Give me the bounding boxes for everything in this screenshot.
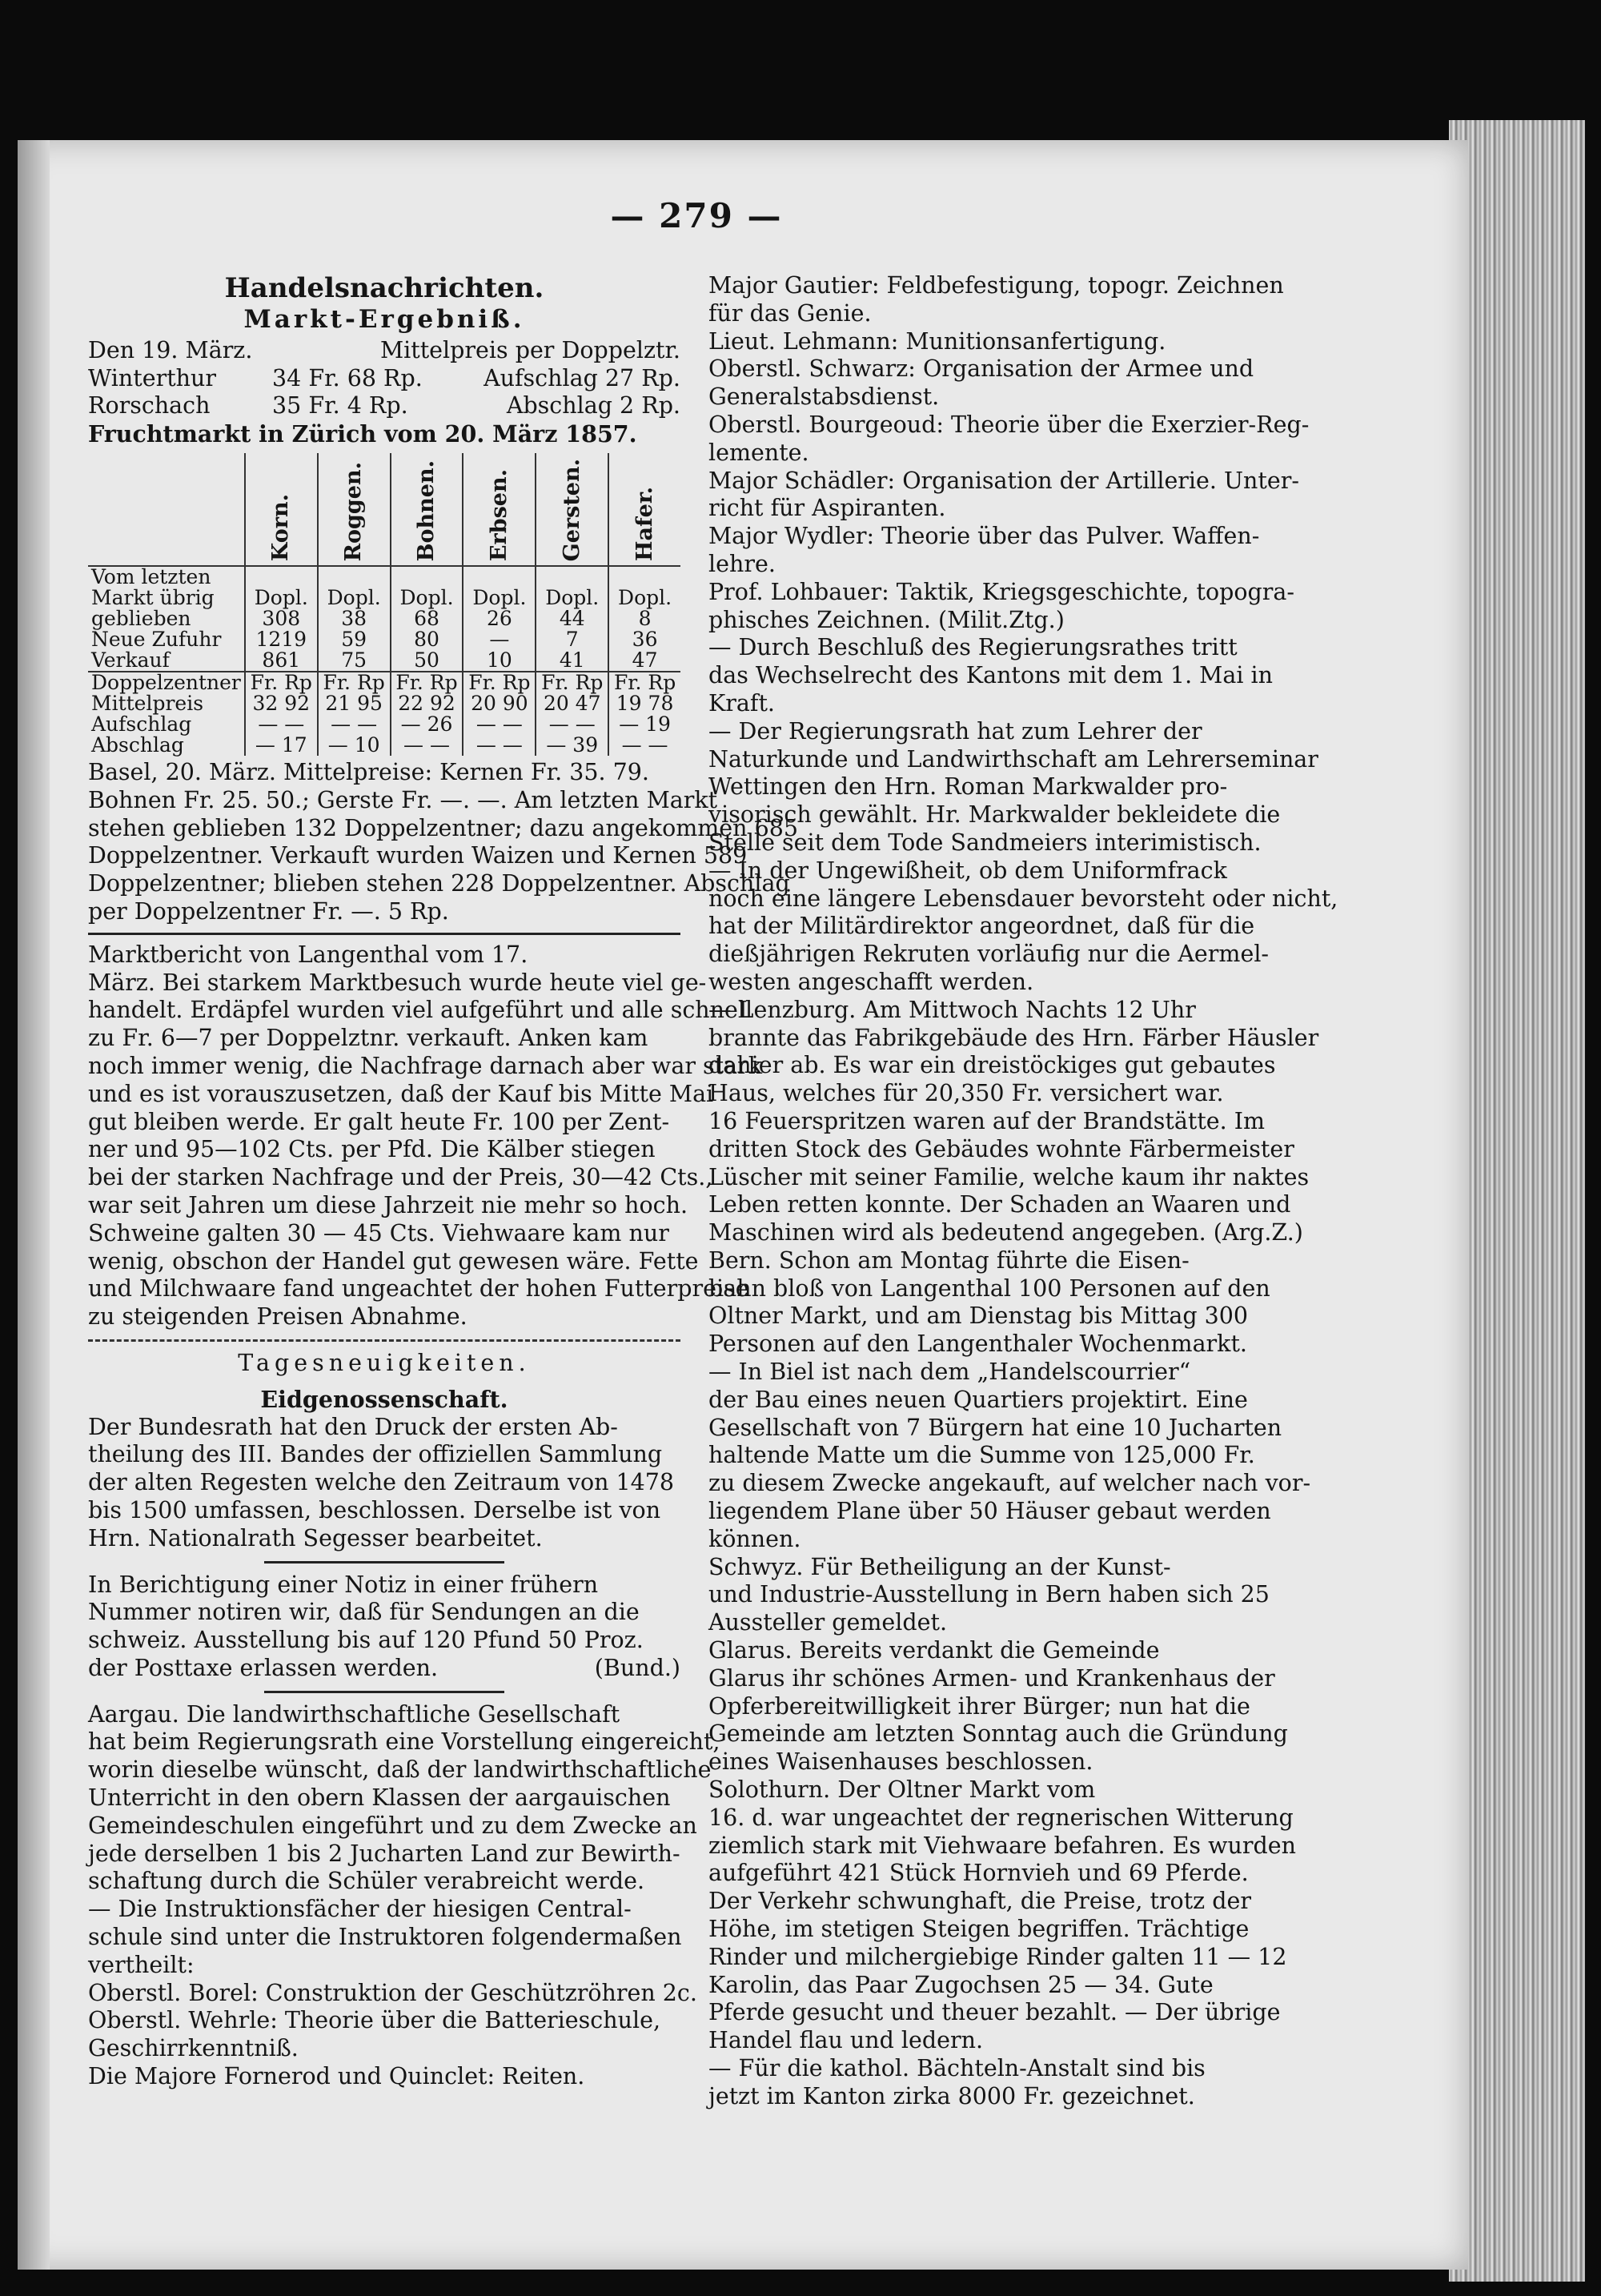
text-line: und es ist vorauszusetzen, daß der Kauf bis Mitte Mai bbox=[88, 1080, 714, 1107]
section-heading-handel: Handelsnachrichten. bbox=[224, 272, 544, 304]
basel-report bbox=[88, 758, 798, 926]
text-line: Gemeinde am letzten Sonntag auch die Gründung bbox=[708, 1720, 1288, 1748]
text-line: zu steigenden Preisen Abnahme. bbox=[88, 1303, 467, 1331]
table-row bbox=[88, 588, 680, 608]
text-line: war seit Jahren um diese Jahrzeit nie mehr so hoch. bbox=[88, 1191, 688, 1218]
table-row bbox=[88, 672, 680, 693]
text-line: handelt. Erdäpfel wurden viel aufgeführt und alle schnell bbox=[88, 997, 753, 1024]
table-row-label: Verkauf bbox=[91, 648, 170, 672]
divider bbox=[88, 933, 680, 935]
table-cell: 308 bbox=[245, 608, 318, 629]
eidgenossenschaft-heading: Eidgenossenschaft. bbox=[260, 1385, 508, 1413]
text-line: der Bau eines neuen Quartiers projektirt. Eine bbox=[708, 1386, 1248, 1413]
text-line: Handel flau und ledern. bbox=[708, 2027, 984, 2054]
text-line: Kraft. bbox=[708, 689, 775, 716]
table-cell bbox=[536, 566, 608, 588]
text-line: zu diesem Zwecke angekauft, auf welcher nach vor- bbox=[708, 1470, 1311, 1497]
text-line: Doppelzentner; blieben stehen 228 Doppelzentner. Abschlag bbox=[88, 870, 790, 897]
table-col-header: Erbsen. bbox=[463, 453, 536, 566]
table-cell: — — bbox=[608, 735, 680, 756]
langenthal-report bbox=[88, 941, 762, 1331]
text-line: Der Verkehr schwunghaft, die Preise, trotz der bbox=[708, 1888, 1251, 1915]
table-row bbox=[88, 629, 680, 650]
text-line: — In Biel ist nach dem „Handelscourrier“ bbox=[708, 1359, 1191, 1386]
table-cell: Fr. Rp bbox=[245, 672, 318, 693]
text-line: haltende Matte um die Summe von 125,000 Fr. bbox=[708, 1442, 1255, 1469]
table-cell: 7 bbox=[536, 629, 608, 650]
table-row-label: Vom letzten bbox=[91, 564, 211, 588]
text-line: westen angeschafft werden. bbox=[708, 968, 1034, 995]
text-line: März. Bei starkem Marktbesuch wurde heute viel ge- bbox=[88, 969, 707, 996]
table-cell: Fr. Rp bbox=[318, 672, 391, 693]
text-line: gut bleiben werde. Er galt heute Fr. 100 per Zent- bbox=[88, 1108, 670, 1135]
table-cell: — 17 bbox=[245, 735, 318, 756]
table-cell: 20 90 bbox=[463, 693, 536, 714]
table-row-label: Neue Zufuhr bbox=[91, 627, 222, 651]
text-line: bahn bloß von Langenthal 100 Personen auf den bbox=[708, 1274, 1270, 1302]
table-cell: 75 bbox=[318, 650, 391, 672]
table-cell: Fr. Rp bbox=[463, 672, 536, 693]
table-cell: — 19 bbox=[608, 714, 680, 735]
text-line: Geschirrkenntniß. bbox=[88, 2035, 299, 2062]
text-line: — Die Instruktionsfächer der hiesigen Central- bbox=[88, 1896, 632, 1923]
text-line: Pferde gesucht und theuer bezahlt. — Der übrige bbox=[708, 1999, 1281, 2026]
table-row-label: Aufschlag bbox=[91, 712, 192, 736]
table-cell: 19 78 bbox=[608, 693, 680, 714]
text-line: Lieut. Lehmann: Munitionsanfertigung. bbox=[708, 327, 1166, 355]
table-cell: Dopl. bbox=[318, 588, 391, 608]
table-cell: 20 47 bbox=[536, 693, 608, 714]
table-row bbox=[88, 714, 680, 735]
text-line: ner und 95—102 Cts. per Pfd. Die Kälber stiegen bbox=[88, 1136, 656, 1163]
text-line: lemente. bbox=[708, 439, 809, 466]
text-line: hat der Militärdirektor angeordnet, daß für die bbox=[708, 913, 1255, 940]
bundesrath-article bbox=[88, 1414, 680, 1553]
text-line: stehen geblieben 132 Doppelzentner; dazu angekommen 685 bbox=[88, 814, 798, 841]
table-cell: — — bbox=[391, 735, 463, 756]
text-line: visorisch gewählt. Hr. Markwalder bekleidete die bbox=[708, 801, 1281, 829]
text-line: jede derselben 1 bis 2 Jucharten Land zur Bewirth- bbox=[88, 1840, 680, 1867]
fruchtmarkt-title: Fruchtmarkt in Zürich vom 20. März 1857. bbox=[88, 420, 637, 448]
table-row-label: Markt übrig bbox=[91, 585, 215, 609]
table-cell: 861 bbox=[245, 650, 318, 672]
tagesneuigkeiten-heading: Tagesneuigkeiten. bbox=[238, 1349, 531, 1376]
table-cell bbox=[245, 566, 318, 588]
table-col-header: Hafer. bbox=[608, 453, 680, 566]
text-line: Oberstl. Borel: Construktion der Geschützröhren 2c. bbox=[88, 1979, 697, 2006]
text-line: Major Schädler: Organisation der Artillerie. Unter- bbox=[708, 467, 1299, 494]
divider bbox=[264, 1561, 504, 1563]
text-line: für das Genie. bbox=[708, 299, 872, 327]
table-cell: — — bbox=[463, 735, 536, 756]
table-row-label: Abschlag bbox=[91, 733, 184, 757]
text-line: schaftung durch die Schüler verabreicht werde. bbox=[88, 1868, 645, 1895]
table-row-label: geblieben bbox=[91, 606, 191, 630]
text-line: schule sind unter die Instruktoren folgendermaßen bbox=[88, 1924, 682, 1951]
text-line: — Für die kathol. Bächteln-Anstalt sind bis bbox=[708, 2055, 1206, 2081]
table-cell: 22 92 bbox=[391, 693, 463, 714]
text-line: Basel, 20. März. Mittelpreise: Kernen Fr. 35. 79. bbox=[88, 758, 649, 785]
text-line: schweiz. Ausstellung bis auf 120 Pfund 50 Proz. bbox=[88, 1627, 644, 1654]
text-line: Major Wydler: Theorie über das Pulver. Waffen- bbox=[708, 523, 1260, 550]
table-row bbox=[88, 693, 680, 714]
divider bbox=[264, 1691, 504, 1693]
text-line: — Der Regierungsrath hat zum Lehrer der bbox=[708, 717, 1202, 745]
table-cell: 26 bbox=[463, 608, 536, 629]
text-line: Glarus. Bereits verdankt die Gemeinde bbox=[708, 1637, 1160, 1664]
table-cell: Dopl. bbox=[463, 588, 536, 608]
table-cell bbox=[318, 566, 391, 588]
text-line: Maschinen wird als bedeutend angegeben. (Arg.Z.) bbox=[708, 1219, 1303, 1246]
text-line: Aargau. Die landwirthschaftliche Gesellschaft bbox=[88, 1700, 620, 1728]
text-line: noch eine längere Lebensdauer bevorsteht oder nicht, bbox=[708, 885, 1338, 912]
text-line: phisches Zeichnen. (Milit.Ztg.) bbox=[708, 606, 1065, 633]
text-line: ziemlich stark mit Viehwaare befahren. Es wurden bbox=[708, 1832, 1296, 1859]
text-line: Der Bundesrath hat den Druck der ersten Ab- bbox=[88, 1413, 618, 1440]
text-line: wenig, obschon der Handel gut gewesen wäre. Fette bbox=[88, 1247, 699, 1274]
text-line: Haus, welches für 20,350 Fr. versichert war. bbox=[708, 1080, 1224, 1107]
text-line: — Durch Beschluß des Regierungsrathes tritt bbox=[708, 634, 1238, 661]
table-row-label: Doppelzentner bbox=[88, 672, 245, 693]
text-line: lehre. bbox=[708, 550, 776, 577]
text-line: hat beim Regierungsrath eine Vorstellung eingereicht, bbox=[88, 1728, 720, 1756]
table-cell: 10 bbox=[463, 650, 536, 672]
text-line: noch immer wenig, die Nachfrage darnach aber war stark bbox=[88, 1052, 762, 1079]
table-cell: 32 92 bbox=[245, 693, 318, 714]
table-cell: 21 95 bbox=[318, 693, 391, 714]
text-line: Unterricht in den obern Klassen der aargauischen bbox=[88, 1784, 671, 1812]
table-col-header: Roggen. bbox=[318, 453, 391, 566]
text-line: Naturkunde und Landwirthschaft am Lehrerseminar bbox=[708, 745, 1318, 773]
table-row-label: Mittelpreis bbox=[91, 691, 204, 715]
market-row-rorschach: Rorschach 35 Fr. 4 Rp. Abschlag 2 Rp. bbox=[88, 392, 680, 419]
table-cell: Dopl. bbox=[245, 588, 318, 608]
table-cell: 68 bbox=[391, 608, 463, 629]
text-line: das Wechselrecht des Kantons mit dem 1. Mai in bbox=[708, 662, 1273, 689]
text-line: Lüscher mit seiner Familie, welche kaum ihr naktes bbox=[708, 1163, 1310, 1190]
table-cell: Fr. Rp bbox=[536, 672, 608, 693]
table-cell: 47 bbox=[608, 650, 680, 672]
table-cell: — — bbox=[536, 714, 608, 735]
text-line: und Milchwaare fand ungeachtet der hohen Futterpreise bbox=[88, 1275, 749, 1303]
text-line: richt für Aspiranten. bbox=[708, 495, 946, 522]
text-line: Schwyz. Für Betheiligung an der Kunst- bbox=[708, 1553, 1171, 1580]
table-col-header: Bohnen. bbox=[391, 453, 463, 566]
text-line: vertheilt: bbox=[88, 1951, 195, 1978]
text-line: können. bbox=[708, 1525, 801, 1552]
text-line: Generalstabsdienst. bbox=[708, 383, 940, 411]
text-line: Aussteller gemeldet. bbox=[708, 1609, 948, 1636]
text-line: Hrn. Nationalrath Segesser bearbeitet. bbox=[88, 1524, 543, 1551]
text-line: Oberstl. Schwarz: Organisation der Armee und bbox=[708, 355, 1254, 383]
divider bbox=[88, 1339, 680, 1342]
table-cell bbox=[463, 566, 536, 588]
market-row-winterthur: Winterthur 34 Fr. 68 Rp. Aufschlag 27 Rp. bbox=[88, 364, 680, 391]
table-cell: 41 bbox=[536, 650, 608, 672]
text-line: Stelle seit dem Tode Sandmeiers interimistisch. bbox=[708, 829, 1262, 856]
table-cell: Fr. Rp bbox=[608, 672, 680, 693]
text-line: Oltner Markt, und am Dienstag bis Mittag 300 bbox=[708, 1303, 1249, 1330]
table-cell: — 26 bbox=[391, 714, 463, 735]
text-line: und Industrie-Ausstellung in Bern haben sich 25 bbox=[708, 1581, 1270, 1608]
text-line: eines Waisenhauses beschlossen. bbox=[708, 1748, 1093, 1776]
text-line: zu Fr. 6—7 per Doppelztnr. verkauft. Anken kam bbox=[88, 1025, 648, 1052]
table-cell: — 10 bbox=[318, 735, 391, 756]
text-line: bei der starken Nachfrage und der Preis, 30—42 Cts., bbox=[88, 1164, 713, 1191]
text-line: Oberstl. Wehrle: Theorie über die Batterieschule, bbox=[88, 2007, 661, 2034]
text-line: dießjährigen Rekruten vorläufig nur die Aermel- bbox=[708, 941, 1270, 968]
text-line: — Lenzburg. Am Mittwoch Nachts 12 Uhr bbox=[708, 996, 1196, 1023]
table-cell: — bbox=[463, 629, 536, 650]
table-cell bbox=[608, 566, 680, 588]
text-line: Bohnen Fr. 25. 50.; Gerste Fr. —. —. Am letzten Markt bbox=[88, 786, 718, 813]
table-cell bbox=[391, 566, 463, 588]
text-line: worin dieselbe wünscht, daß der landwirthschaftliche bbox=[88, 1756, 712, 1784]
book-page-edges bbox=[1449, 120, 1585, 2282]
table-cell: — 39 bbox=[536, 735, 608, 756]
table-cell: Dopl. bbox=[608, 588, 680, 608]
table-cell: 50 bbox=[391, 650, 463, 672]
text-line: Glarus ihr schönes Armen- und Krankenhaus der bbox=[708, 1664, 1275, 1692]
text-line: Nummer notiren wir, daß für Sendungen an die bbox=[88, 1599, 640, 1626]
table-cell: 38 bbox=[318, 608, 391, 629]
text-line: Personen auf den Langenthaler Wochenmarkt. bbox=[708, 1331, 1247, 1358]
text-line: theilung des III. Bandes der offiziellen Sammlung bbox=[88, 1441, 663, 1468]
table-row bbox=[88, 608, 680, 629]
table-cell: — — bbox=[463, 714, 536, 735]
source-credit: (Bund.) bbox=[594, 1654, 680, 1681]
text-line: In Berichtigung einer Notiz in einer frühern bbox=[88, 1571, 599, 1598]
text-line: brannte das Fabrikgebäude des Hrn. Färber Häusler bbox=[708, 1024, 1319, 1051]
text-line: Rinder und milchergiebige Rinder galten 11 — 12 bbox=[708, 1943, 1287, 1970]
table-col-header: Korn. bbox=[245, 453, 318, 566]
text-line: Doppelzentner. Verkauft wurden Waizen und Kernen 589 bbox=[88, 842, 748, 869]
table-col-header: Gersten. bbox=[536, 453, 608, 566]
text-line: Opferbereitwilligkeit ihrer Bürger; nun hat die bbox=[708, 1692, 1250, 1720]
table-row bbox=[88, 650, 680, 672]
date-line: Den 19. März. Mittelpreis per Doppelztr. bbox=[88, 336, 680, 363]
fruchtmarkt-table bbox=[88, 453, 680, 756]
text-line: Gemeindeschulen eingeführt und zu dem Zwecke an bbox=[88, 1812, 697, 1839]
text-line: 16. d. war ungeachtet der regnerischen Witterung bbox=[708, 1804, 1294, 1831]
text-line: liegendem Plane über 50 Häuser gebaut werden bbox=[708, 1498, 1271, 1525]
page-number: — 279 — bbox=[610, 196, 783, 235]
table-cell: — — bbox=[318, 714, 391, 735]
aargau-article bbox=[88, 1700, 720, 2091]
table-cell: 80 bbox=[391, 629, 463, 650]
text-line: bis 1500 umfassen, beschlossen. Derselbe ist von bbox=[88, 1496, 661, 1523]
table-cell: 59 bbox=[318, 629, 391, 650]
text-line: Karolin, das Paar Zugochsen 25 — 34. Gute bbox=[708, 1971, 1214, 1998]
text-line: Solothurn. Der Oltner Markt vom bbox=[708, 1776, 1096, 1804]
subheading-markt: Markt-Ergebniß. bbox=[243, 305, 525, 334]
text-line: Marktbericht von Langenthal vom 17. bbox=[88, 941, 528, 968]
binding-gutter bbox=[18, 140, 50, 2270]
text-line: Die Majore Fornerod und Quinclet: Reiten. bbox=[88, 2063, 585, 2090]
text-line: Gesellschaft von 7 Bürgern hat eine 10 Jucharten bbox=[708, 1414, 1282, 1441]
text-line: Höhe, im stetigen Steigen begriffen. Trächtige bbox=[708, 1916, 1250, 1943]
text-line: Leben retten konnte. Der Schaden an Waaren und bbox=[708, 1191, 1291, 1218]
text-line: 16 Feuerspritzen waren auf der Brandstätte. Im bbox=[708, 1107, 1266, 1134]
text-line: der alten Regesten welche den Zeitraum von 1478 bbox=[88, 1469, 675, 1496]
text-line: Prof. Lohbauer: Taktik, Kriegsgeschichte, topogra- bbox=[708, 578, 1294, 605]
table-row bbox=[88, 735, 680, 756]
text-line: Major Gautier: Feldbefestigung, topogr. Zeichnen bbox=[708, 272, 1284, 299]
berichtigung-article bbox=[88, 1571, 680, 1683]
text-line: Oberstl. Bourgeoud: Theorie über die Exerzier-Reg- bbox=[708, 411, 1310, 438]
table-cell: — — bbox=[245, 714, 318, 735]
table-cell: Dopl. bbox=[536, 588, 608, 608]
text-line: per Doppelzentner Fr. —. 5 Rp. bbox=[88, 897, 449, 925]
text-line: dritten Stock des Gebäudes wohnte Färbermeister bbox=[708, 1135, 1294, 1162]
table-cell: 8 bbox=[608, 608, 680, 629]
text-line: — In der Ungewißheit, ob dem Uniformfrack bbox=[708, 857, 1227, 884]
table-cell: 44 bbox=[536, 608, 608, 629]
text-line: aufgeführt 421 Stück Hornvieh und 69 Pferde. bbox=[708, 1860, 1249, 1887]
text-line: dahier ab. Es war ein dreistöckiges gut gebautes bbox=[708, 1052, 1276, 1079]
text-line: der Posttaxe erlassen werden. (Bund.) bbox=[88, 1654, 680, 1681]
text-line: Bern. Schon am Montag führte die Eisen- bbox=[708, 1246, 1190, 1274]
text-line: Schweine galten 30 — 45 Cts. Viehwaare kam nur bbox=[88, 1219, 669, 1246]
right-column bbox=[708, 272, 1338, 2111]
text-line: jetzt im Kanton zirka 8000 Fr. gezeichnet. bbox=[708, 2082, 1195, 2109]
table-cell: Dopl. bbox=[391, 588, 463, 608]
table-cell: 1219 bbox=[245, 629, 318, 650]
table-cell: 36 bbox=[608, 629, 680, 650]
table-cell: Fr. Rp bbox=[391, 672, 463, 693]
text-line: Wettingen den Hrn. Roman Markwalder pro- bbox=[708, 773, 1228, 801]
table-row bbox=[88, 566, 680, 588]
